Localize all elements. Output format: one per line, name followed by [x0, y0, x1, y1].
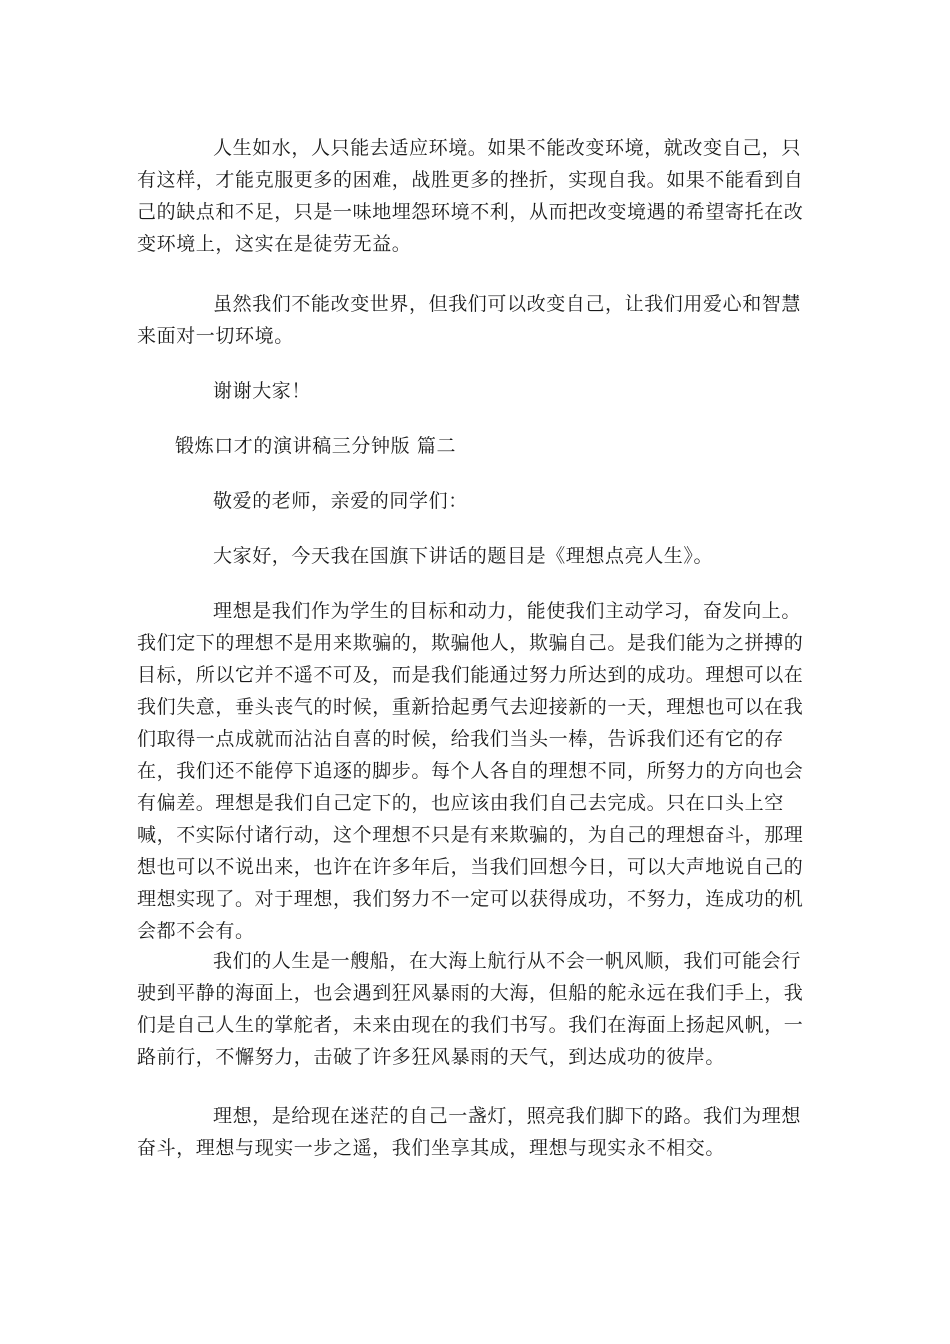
thanks-line: 谢谢大家！	[213, 380, 312, 402]
intro-line: 大家好，今天我在国旗下讲话的题目是《理想点亮人生》。	[213, 545, 714, 567]
section-title: 锻炼口才的演讲稿三分钟版 篇二	[175, 435, 457, 457]
salutation: 敬爱的老师，亲爱的同学们：	[213, 490, 468, 512]
paragraph-life-ship: 我们的人生是一艘船，在大海上航行从不会一帆风顺，我们可能会行驶到平静的海面上，也会遇到狂风暴雨的大海，但船的舵永远在我们手上，我们是自己人生的掌舵者，未来由现在的我们书写。我们在海面上扬起风帆，一路前行，不懈努力，击破了许多狂风暴雨的天气，到达成功的彼岸。	[137, 950, 804, 1068]
paragraph-adapt-environment: 人生如水，人只能去适应环境。如果不能改变环境，就改变自己，只有这样，才能克服更多的困难，战胜更多的挫折，实现自我。如果不能看到自己的缺点和不足，只是一味地埋怨环境不利，从而把改变境遇的希望寄托在改变环境上，这实在是徒劳无益。	[137, 137, 804, 255]
paragraph-ideals: 理想是我们作为学生的目标和动力，能使我们主动学习，奋发向上。我们定下的理想不是用来欺骗的，欺骗他人，欺骗自己。是我们能为之拼搏的目标，所以它并不遥不可及，而是我们能通过努力所达到的成功。理想可以在我们失意，垂头丧气的时候，重新拾起勇气去迎接新的一天，理想也可以在我们取得一点成就而沾沾自喜的时候，给我们当头一棒，告诉我们还有它的存在，我们还不能停下追逐的脚步。每个人各自的理想不同，所努力的方向也会有偏差。理想是我们自己定下的，也应该由我们自己去完成。只在口头上空喊，不实际付诸行动，这个理想不只是有来欺骗的，为自己的理想奋斗，那理想也可以不说出来，也许在许多年后，当我们回想今日，可以大声地说自己的理想实现了。对于理想，我们努力不一定可以获得成功，不努力，连成功的机会都不会有。	[137, 600, 804, 942]
paragraph-change-ourselves: 虽然我们不能改变世界，但我们可以改变自己，让我们用爱心和智慧来面对一切环境。	[137, 293, 802, 347]
paragraph-ideal-lamp: 理想，是给现在迷茫的自己一盏灯，照亮我们脚下的路。我们为理想奋斗，理想与现实一步之遥，我们坐享其成，理想与现实永不相交。	[137, 1105, 802, 1159]
